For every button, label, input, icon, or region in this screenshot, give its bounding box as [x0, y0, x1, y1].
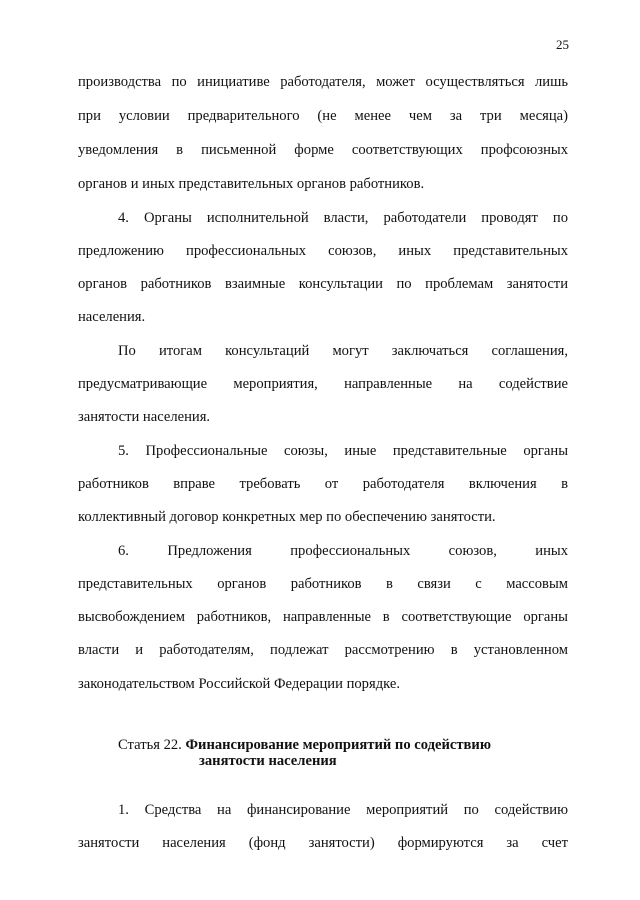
text-line: 6. Предложения профессиональных союзов, иных [118, 543, 568, 559]
article-title-line1: Финансирование мероприятий по содействию [185, 737, 491, 753]
text-line: предложению профессиональных союзов, иных представительных [78, 243, 568, 259]
text-line: коллективный договор конкретных мер по обеспечению занятости. [78, 509, 496, 525]
text-line: 1. Средства на финансирование мероприятий по содействию [118, 802, 568, 818]
text-line: высвобождением работников, направленные в соответствующие органы [78, 609, 568, 625]
article-number: Статья 22. [118, 737, 182, 753]
text-line: занятости населения. [78, 409, 211, 425]
article-title-line2: занятости населения [199, 753, 337, 769]
text-line: 5. Профессиональные союзы, иные представительные органы [118, 443, 568, 459]
text-line: производства по инициативе работодателя, может осуществляться лишь [78, 74, 568, 90]
text-line: власти и работодателям, подлежат рассмотрению в установленном [78, 642, 568, 658]
text-line: представительных органов работников в связи с массовым [78, 576, 568, 592]
text-line: при условии предварительного (не менее чем за три месяца) [78, 108, 568, 124]
text-line: уведомления в письменной форме соответствующих профсоюзных [78, 142, 568, 158]
text-line: законодательством Российской Федерации порядке. [78, 676, 400, 692]
text-line: 4. Органы исполнительной власти, работодатели проводят по [118, 210, 568, 226]
text-line: органов и иных представительных органов работников. [78, 176, 425, 192]
text-line: предусматривающие мероприятия, направленные на содействие [78, 376, 568, 392]
text-line: органов работников взаимные консультации по проблемам занятости [78, 276, 568, 292]
text-line: населения. [78, 309, 146, 325]
text-line: По итогам консультаций могут заключаться соглашения, [118, 343, 568, 359]
page-number: 25 [556, 37, 569, 52]
text-line: работников вправе требовать от работодателя включения в [78, 476, 568, 492]
article-heading-continued [199, 752, 337, 770]
text-line: занятости населения (фонд занятости) формируются за счет [78, 835, 568, 851]
